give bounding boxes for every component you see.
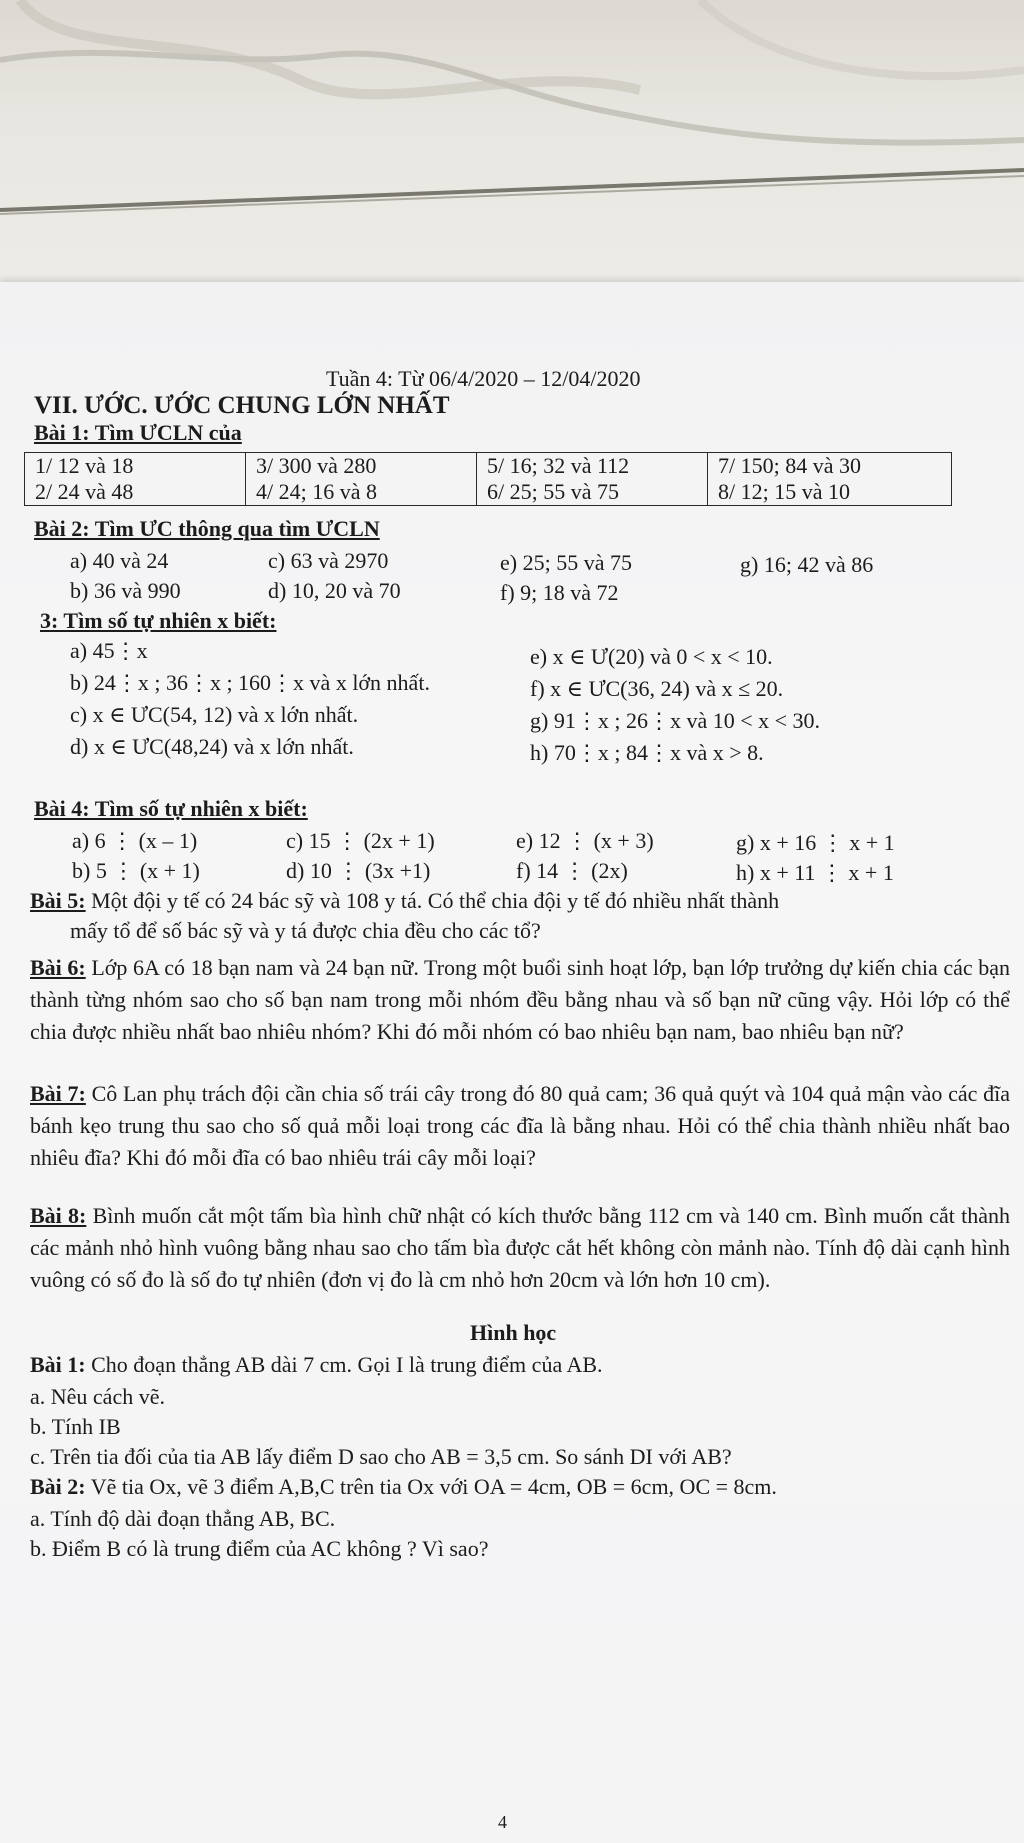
exercise-7-label: Bài 7:	[30, 1081, 86, 1106]
list-item: c) 63 và 2970	[268, 548, 389, 573]
list-item: e) 12 ⋮ (x + 3)	[516, 828, 654, 853]
table-cell-text: 3/ 300 và 280	[256, 453, 377, 478]
exercise-3-title: 3: Tìm số tự nhiên x biết:	[40, 608, 277, 633]
table-cell-text: 5/ 16; 32 và 112	[487, 453, 630, 478]
list-item: c) 15 ⋮ (2x + 1)	[286, 828, 435, 853]
exercise-5-label: Bài 5:	[30, 888, 86, 913]
list-item: a) 40 và 24	[70, 548, 169, 573]
list-item: g) x + 16 ⋮ x + 1	[736, 830, 895, 855]
list-item: f) x ∈ ƯC(36, 24) và x ≤ 20.	[530, 676, 784, 701]
table-cell-text: 4/ 24; 16 và 8	[256, 479, 377, 504]
exercise-7-text: Cô Lan phụ trách đội cần chia số trái cây trong đó 80 quả cam; 36 quả quýt và 104 quả mận vào các đĩa bánh kẹo trung thu sao cho số quả mỗi loại trong các đĩa là bằng nhau. Hỏi có thể chia thành nhiều nhất bao nhiêu đĩa? Khi đó mỗi đĩa có bao nhiêu trái cây mỗi loại?	[30, 1081, 1011, 1170]
list-item: g) 16; 42 và 86	[740, 552, 874, 577]
table-cell	[477, 453, 708, 506]
table-cell	[25, 453, 246, 506]
list-item: c. Trên tia đối của tia AB lấy điểm D sao cho AB = 3,5 cm. So sánh DI với AB?	[30, 1444, 732, 1469]
list-item: a. Nêu cách vẽ.	[30, 1384, 165, 1409]
exercise-7	[30, 1078, 1010, 1174]
list-item: f) 14 ⋮ (2x)	[516, 858, 628, 883]
list-item: b. Điểm B có là trung điểm của AC không ? Vì sao?	[30, 1536, 489, 1561]
geometry-exercise-2-label: Bài 2:	[30, 1474, 86, 1499]
week-heading: Tuần 4: Từ 06/4/2020 – 12/04/2020	[326, 366, 641, 391]
table-cell-text: 6/ 25; 55 và 75	[487, 479, 619, 504]
exercise-6	[30, 952, 1010, 1048]
exercise-4-title: Bài 4: Tìm số tự nhiên x biết:	[34, 796, 308, 821]
table-cell-text: 7/ 150; 84 và 30	[718, 453, 861, 478]
exercise-8-label: Bài 8:	[30, 1203, 87, 1228]
list-item: d) x ∈ ƯC(48,24) và x lớn nhất.	[70, 734, 354, 759]
geometry-exercise-2	[30, 1474, 777, 1500]
list-item: b) 24⋮x ; 36⋮x ; 160⋮x và x lớn nhất.	[70, 670, 430, 695]
list-item: d) 10 ⋮ (3x +1)	[286, 858, 431, 883]
exercise-5-line-1	[30, 888, 779, 914]
list-item: c) x ∈ ƯC(54, 12) và x lớn nhất.	[70, 702, 359, 727]
list-item: a. Tính độ dài đoạn thẳng AB, BC.	[30, 1506, 336, 1531]
list-item: b) 36 và 990	[70, 578, 181, 603]
exercise-1-table	[24, 452, 952, 506]
exercise-1-title: Bài 1: Tìm ƯCLN của	[34, 420, 242, 445]
geometry-exercise-1-text: Cho đoạn thẳng AB dài 7 cm. Gọi I là trung điểm của AB.	[91, 1352, 603, 1377]
table-cell	[246, 453, 477, 506]
geometry-heading: Hình học	[470, 1320, 557, 1345]
list-item: a) 45⋮x	[70, 638, 148, 663]
list-item: h) x + 11 ⋮ x + 1	[736, 860, 894, 885]
section-title: VII. ƯỚC. ƯỚC CHUNG LỚN NHẤT	[34, 392, 450, 419]
table-cell-text: 8/ 12; 15 và 10	[718, 479, 850, 504]
page-number: 4	[498, 1812, 507, 1832]
table-cell	[708, 453, 952, 506]
list-item: f) 9; 18 và 72	[500, 580, 619, 605]
list-item: h) 70⋮x ; 84⋮x và x > 8.	[530, 740, 764, 765]
exercise-5-line-2: mấy tổ để số bác sỹ và y tá được chia đều cho các tổ?	[70, 918, 541, 943]
marble-surface	[0, 0, 1024, 290]
exercise-6-label: Bài 6:	[30, 955, 86, 980]
exercise-2-title: Bài 2: Tìm ƯC thông qua tìm ƯCLN	[34, 516, 380, 541]
list-item: a) 6 ⋮ (x – 1)	[72, 828, 198, 853]
list-item: b. Tính IB	[30, 1414, 121, 1439]
exercise-8-text: Bình muốn cắt một tấm bìa hình chữ nhật có kích thước bằng 112 cm và 140 cm. Bình muốn cắt thành các mảnh nhỏ hình vuông bằng nhau sao cho tấm bìa được cắt hết không còn mảnh nào. Tính độ dài cạnh hình vuông có số đo là số đo tự nhiên (đơn vị đo là cm nhỏ hơn 20cm và lớn hơn 10 cm).	[30, 1203, 1010, 1292]
list-item: b) 5 ⋮ (x + 1)	[72, 858, 200, 883]
geometry-exercise-1	[30, 1352, 603, 1378]
geometry-exercise-2-text: Vẽ tia Ox, vẽ 3 điểm A,B,C trên tia Ox với OA = 4cm, OB = 6cm, OC = 8cm.	[90, 1474, 777, 1499]
list-item: e) x ∈ Ư(20) và 0 < x < 10.	[530, 644, 773, 669]
exercise-5-text: Một đội y tế có 24 bác sỹ và 108 y tá. Có thể chia đội y tế đó nhiều nhất thành	[91, 888, 780, 913]
list-item: d) 10, 20 và 70	[268, 578, 401, 603]
list-item: e) 25; 55 và 75	[500, 550, 632, 575]
exercise-6-text: Lớp 6A có 18 bạn nam và 24 bạn nữ. Trong một buổi sinh hoạt lớp, bạn lớp trưởng dự kiến chia các bạn thành từng nhóm sao cho số bạn nam trong mỗi nhóm đều bằng nhau và số bạn nữ cũng vậy. Hỏi lớp có thể chia được nhiều nhất bao nhiêu nhóm? Khi đó mỗi nhóm có bao nhiêu bạn nam, bao nhiêu bạn nữ?	[30, 955, 1010, 1044]
list-item: g) 91⋮x ; 26⋮x và 10 < x < 30.	[530, 708, 821, 733]
table-cell-text: 1/ 12 và 18	[35, 453, 134, 478]
table-cell-text: 2/ 24 và 48	[35, 479, 134, 504]
geometry-exercise-1-label: Bài 1:	[30, 1352, 86, 1377]
exercise-8	[30, 1200, 1010, 1296]
marble-veins	[0, 0, 1024, 290]
